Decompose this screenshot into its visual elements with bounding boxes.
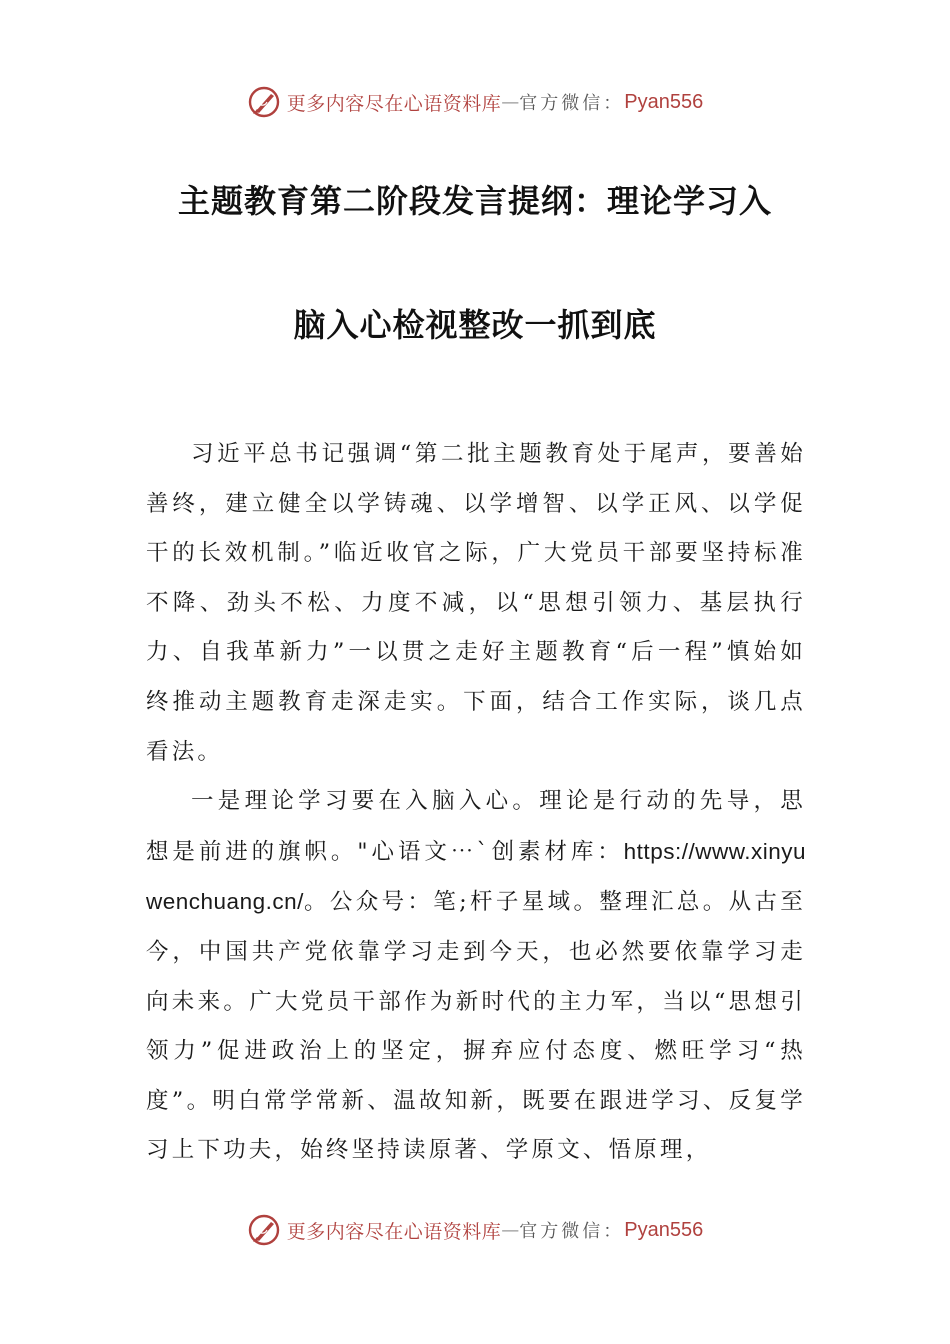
paragraph-text-after-url: 。公众号：笔;杆子星域。整理汇总。从古至今，中国共产党依靠学习走到今天，也必然要依靠学习走向未来。广大党员干部作为新时代的主力军，当以“思想引领力”促进政治上的坚定，摒弃应付态度、燃旺学习“热度”。明白常学常新、温故知新，既要在跟进学习、反复学习上下功夫，始终坚持读原著、学原文、悟原理， xyxy=(146,889,806,1164)
quill-pen-circle-logo-icon xyxy=(247,1213,281,1247)
watermark-main-text: 更多内容尽在心语资料库 xyxy=(286,1220,502,1243)
watermark-wechat-id: Pyan556 xyxy=(624,90,704,113)
body-paragraph-point-one xyxy=(146,777,806,1176)
watermark-main-text: 更多内容尽在心语资料库 xyxy=(286,92,502,115)
watermark-dash: — xyxy=(501,1219,520,1241)
document-body xyxy=(146,430,806,1176)
document-title-line-1: 主题教育第二阶段发言提纲：理论学习入 xyxy=(177,182,772,220)
document-title-line-2: 脑入心检视整改一抓到底 xyxy=(293,306,657,344)
header-watermark-banner xyxy=(0,82,950,122)
watermark-wechat-label: 官方微信： xyxy=(519,1221,625,1242)
body-paragraph-intro: 习近平总书记强调“第二批主题教育处于尾声，要善始善终，建立健全以学铸魂、以学增智、以学正风、以学促干的长效机制。”临近收官之际，广大党员干部要坚持标准不降、劲头不松、力度不减，以“思想引领力、基层执行力、自我革新力”一以贯之走好主题教育“后一程”慎始如终推动主题教育走深走实。下面，结合工作实际，谈几点看法。 xyxy=(146,441,806,765)
quill-pen-circle-logo-icon xyxy=(247,85,281,119)
watermark-wechat-label: 官方微信： xyxy=(519,93,625,114)
paragraph-text-before-url: 一是理论学习要在入脑入心。理论是行动的先导，思想是前进的旗帜。"心语文⋯`创素材库： xyxy=(146,788,806,865)
watermark-dash: — xyxy=(501,91,520,113)
footer-watermark-banner xyxy=(0,1210,950,1250)
website-url: https://www.xinyuwenchuang.cn/ xyxy=(146,838,806,915)
watermark-wechat-id: Pyan556 xyxy=(624,1218,704,1241)
